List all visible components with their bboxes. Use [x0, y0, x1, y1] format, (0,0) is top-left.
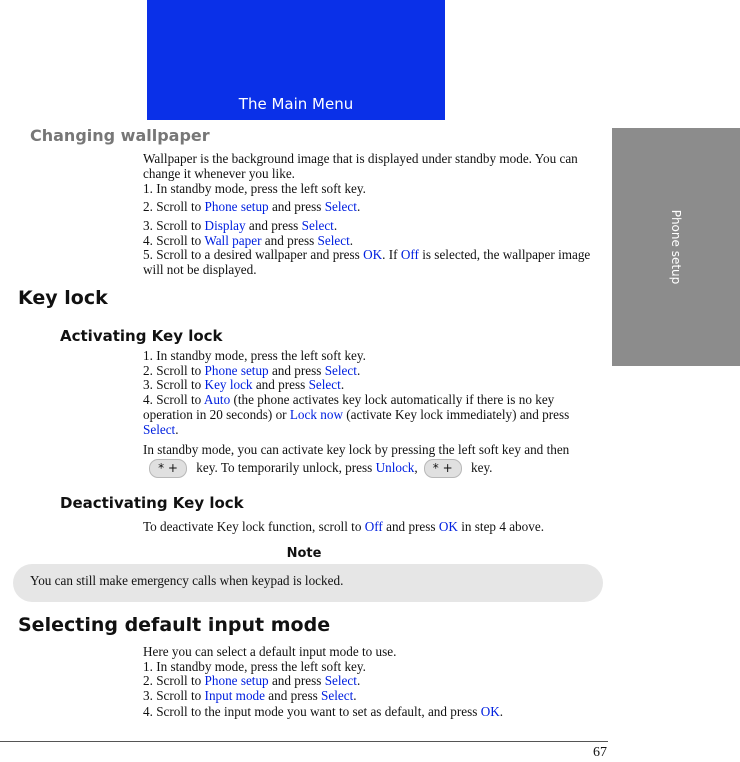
menu-keyword: Phone setup: [204, 363, 269, 378]
menu-keyword: Lock now: [289, 407, 343, 422]
section-side-tab: [612, 128, 740, 366]
menu-keyword: Select: [143, 422, 176, 437]
heading-activating-key-lock: Activating Key lock: [60, 327, 223, 345]
menu-keyword: Select: [308, 377, 341, 392]
heading-deactivating-key-lock: Deactivating Key lock: [60, 494, 244, 512]
menu-keyword: Auto: [203, 392, 231, 407]
menu-keyword: Wall paper: [204, 233, 262, 248]
menu-keyword: Phone setup: [204, 673, 269, 688]
menu-keyword: OK: [438, 519, 458, 534]
input-mode-step-3: 3. Scroll to Input mode and press Select.: [143, 688, 357, 703]
activate-step-3: 3. Scroll to Key lock and press Select.: [143, 377, 345, 392]
activate-step-1: 1. In standby mode, press the left soft key.: [143, 348, 366, 363]
menu-keyword: Display: [204, 218, 246, 233]
main-menu-banner: [147, 0, 445, 120]
menu-keyword: Phone setup: [204, 199, 269, 214]
star-key-icon: * +: [149, 459, 187, 478]
menu-keyword: Select: [301, 218, 334, 233]
wallpaper-step-3: 3. Scroll to Display and press Select.: [143, 218, 338, 233]
menu-keyword: OK: [480, 704, 500, 719]
menu-keyword: Off: [364, 519, 383, 534]
input-mode-intro: Here you can select a default input mode to use.: [143, 644, 397, 659]
activate-info: In standby mode, you can activate key lock by pressing the left soft key and then* + key. To temporarily unlock, press Unlock, * + key.: [143, 441, 607, 478]
page-number: 67: [593, 745, 607, 760]
input-mode-step-4: 4. Scroll to the input mode you want to set as default, and press OK.: [143, 704, 504, 719]
wallpaper-intro: Wallpaper is the background image that is displayed under standby mode. You can change it whenever you like.: [143, 151, 578, 181]
menu-keyword: Off: [400, 247, 419, 262]
input-mode-step-1: 1. In standby mode, press the left soft key.: [143, 659, 366, 674]
menu-keyword: Select: [324, 673, 357, 688]
heading-changing-wallpaper: Changing wallpaper: [30, 126, 210, 145]
activate-step-4: 4. Scroll to Auto (the phone activates key lock automatically if there is no key operation in 20 seconds) or Lock now (activate Key lock immediately) and press Select.: [143, 392, 570, 437]
menu-keyword: Unlock: [375, 460, 415, 475]
menu-keyword: Key lock: [204, 377, 253, 392]
note-text: You can still make emergency calls when keypad is locked.: [30, 573, 344, 588]
wallpaper-step-2: 2. Scroll to Phone setup and press Select.: [143, 199, 361, 214]
wallpaper-step-4: 4. Scroll to Wall paper and press Select.: [143, 233, 354, 248]
star-key-icon: * +: [424, 459, 462, 478]
input-mode-step-2: 2. Scroll to Phone setup and press Select.: [143, 673, 361, 688]
heading-selecting-input-mode: Selecting default input mode: [18, 614, 331, 636]
menu-keyword: Select: [317, 233, 350, 248]
menu-keyword: OK: [363, 247, 383, 262]
activate-step-2: 2. Scroll to Phone setup and press Select.: [143, 363, 361, 378]
wallpaper-step-5: 5. Scroll to a desired wallpaper and press OK. If Off is selected, the wallpaper image will not be displayed.: [143, 247, 591, 277]
side-tab-label: Phone setup: [669, 209, 683, 285]
wallpaper-step-1: 1. In standby mode, press the left soft key.: [143, 181, 366, 196]
heading-key-lock: Key lock: [18, 287, 108, 309]
menu-keyword: Select: [324, 199, 357, 214]
menu-keyword: Input mode: [204, 688, 265, 703]
menu-keyword: Select: [321, 688, 354, 703]
deactivate-text: To deactivate Key lock function, scroll to Off and press OK in step 4 above.: [143, 519, 544, 534]
note-box: [13, 564, 603, 602]
note-title: Note: [286, 546, 322, 561]
banner-title: The Main Menu: [238, 95, 354, 113]
footer-divider: [0, 741, 608, 742]
menu-keyword: Select: [324, 363, 357, 378]
